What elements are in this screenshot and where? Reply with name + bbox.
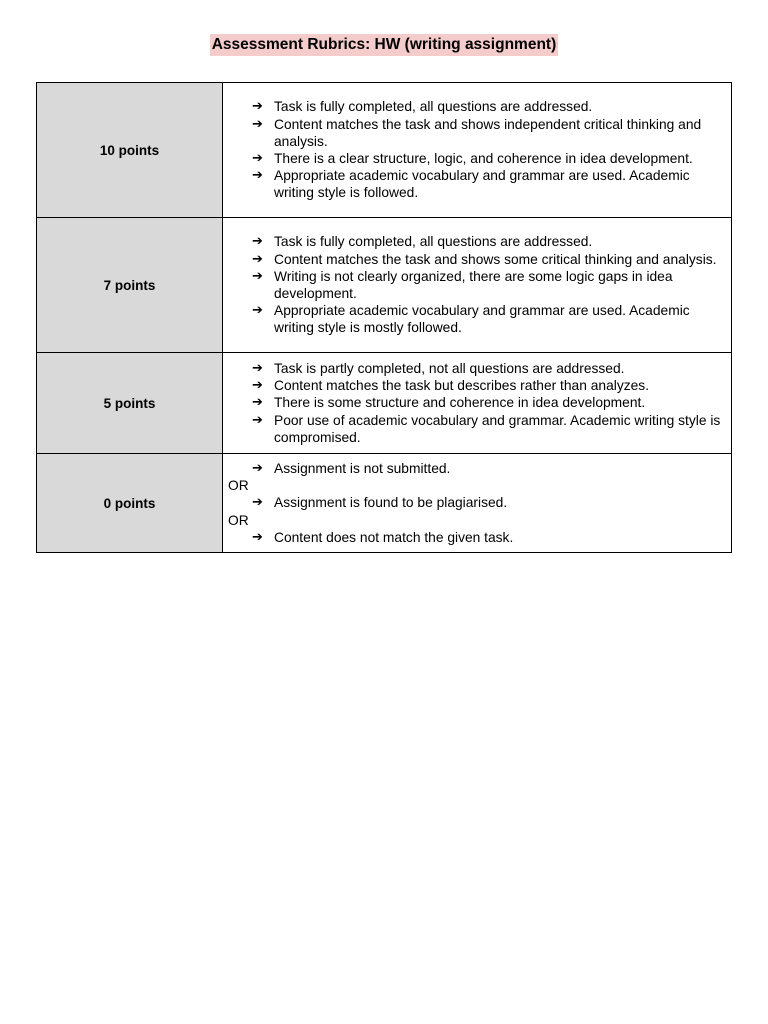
criteria-item [223, 460, 731, 477]
title-container [0, 34, 768, 56]
right-arrow-icon: ➔ [252, 303, 263, 319]
criteria-item [223, 251, 731, 268]
criteria-list [223, 460, 731, 477]
points-cell: 0 points [37, 454, 223, 553]
criteria-text: There is some structure and coherence in idea development. [274, 395, 646, 411]
criteria-item [223, 233, 731, 250]
criteria-cell [223, 454, 732, 553]
criteria-item [223, 360, 731, 377]
right-arrow-icon: ➔ [252, 168, 263, 184]
right-arrow-icon: ➔ [252, 412, 263, 428]
criteria-list [223, 233, 731, 336]
right-arrow-icon: ➔ [252, 99, 263, 115]
right-arrow-icon: ➔ [252, 460, 263, 476]
or-separator: OR [228, 478, 249, 494]
criteria-text: Appropriate academic vocabulary and grammar are used. Academic writing style is followed. [274, 168, 690, 201]
criteria-item [223, 302, 731, 336]
right-arrow-icon: ➔ [252, 529, 263, 545]
right-arrow-icon: ➔ [252, 151, 263, 166]
rubric-row-5-points [37, 353, 732, 454]
criteria-text: Task is partly completed, not all questions are addressed. [274, 360, 625, 376]
criteria-item [223, 98, 731, 115]
points-cell: 7 points [37, 218, 223, 353]
right-arrow-icon: ➔ [252, 268, 263, 284]
right-arrow-icon: ➔ [252, 234, 263, 250]
criteria-item [223, 412, 731, 446]
criteria-text: Assignment is not submitted. [274, 460, 451, 476]
criteria-cell [223, 353, 732, 454]
right-arrow-icon: ➔ [252, 495, 263, 511]
criteria-item [223, 494, 731, 511]
criteria-text: Content matches the task and shows independent critical thinking and analysis. [274, 116, 702, 149]
criteria-item [223, 529, 731, 546]
criteria-item [223, 150, 731, 167]
criteria-item [223, 116, 731, 150]
or-separator: OR [228, 512, 249, 528]
criteria-text: Assignment is found to be plagiarised. [274, 495, 508, 511]
criteria-text: Content does not match the given task. [274, 529, 514, 545]
criteria-item [223, 268, 731, 302]
criteria-text: Task is fully completed, all questions are addressed. [274, 234, 593, 250]
right-arrow-icon: ➔ [252, 395, 263, 411]
criteria-cell [223, 83, 732, 218]
criteria-text: Content matches the task and shows some critical thinking and analysis. [274, 251, 717, 267]
criteria-cell [223, 218, 732, 353]
criteria-text: Poor use of academic vocabulary and grammar. Academic writing style is compromised. [274, 412, 721, 445]
points-cell: 10 points [37, 83, 223, 218]
criteria-item [223, 377, 731, 394]
criteria-text: Writing is not clearly organized, there are some logic gaps in idea development. [274, 268, 673, 301]
rubric-row-0-points [37, 454, 732, 553]
criteria-text: There is a clear structure, logic, and coherence in idea development. [274, 151, 693, 166]
right-arrow-icon: ➔ [252, 378, 263, 394]
criteria-text: Appropriate academic vocabulary and grammar are used. Academic writing style is mostly followed. [274, 303, 690, 336]
criteria-item [223, 394, 731, 411]
page-title: Assessment Rubrics: HW (writing assignment) [210, 34, 559, 56]
right-arrow-icon: ➔ [252, 360, 263, 376]
criteria-list [223, 529, 731, 546]
rubric-table [36, 82, 732, 553]
criteria-list [223, 98, 731, 201]
criteria-list [223, 360, 731, 446]
right-arrow-icon: ➔ [252, 251, 263, 267]
criteria-text: Task is fully completed, all questions are addressed. [274, 99, 593, 115]
rubric-row-7-points [37, 218, 732, 353]
points-cell: 5 points [37, 353, 223, 454]
criteria-item [223, 167, 731, 201]
criteria-text: Content matches the task but describes rather than analyzes. [274, 378, 650, 394]
right-arrow-icon: ➔ [252, 116, 263, 132]
criteria-list [223, 494, 731, 511]
rubric-row-10-points [37, 83, 732, 218]
